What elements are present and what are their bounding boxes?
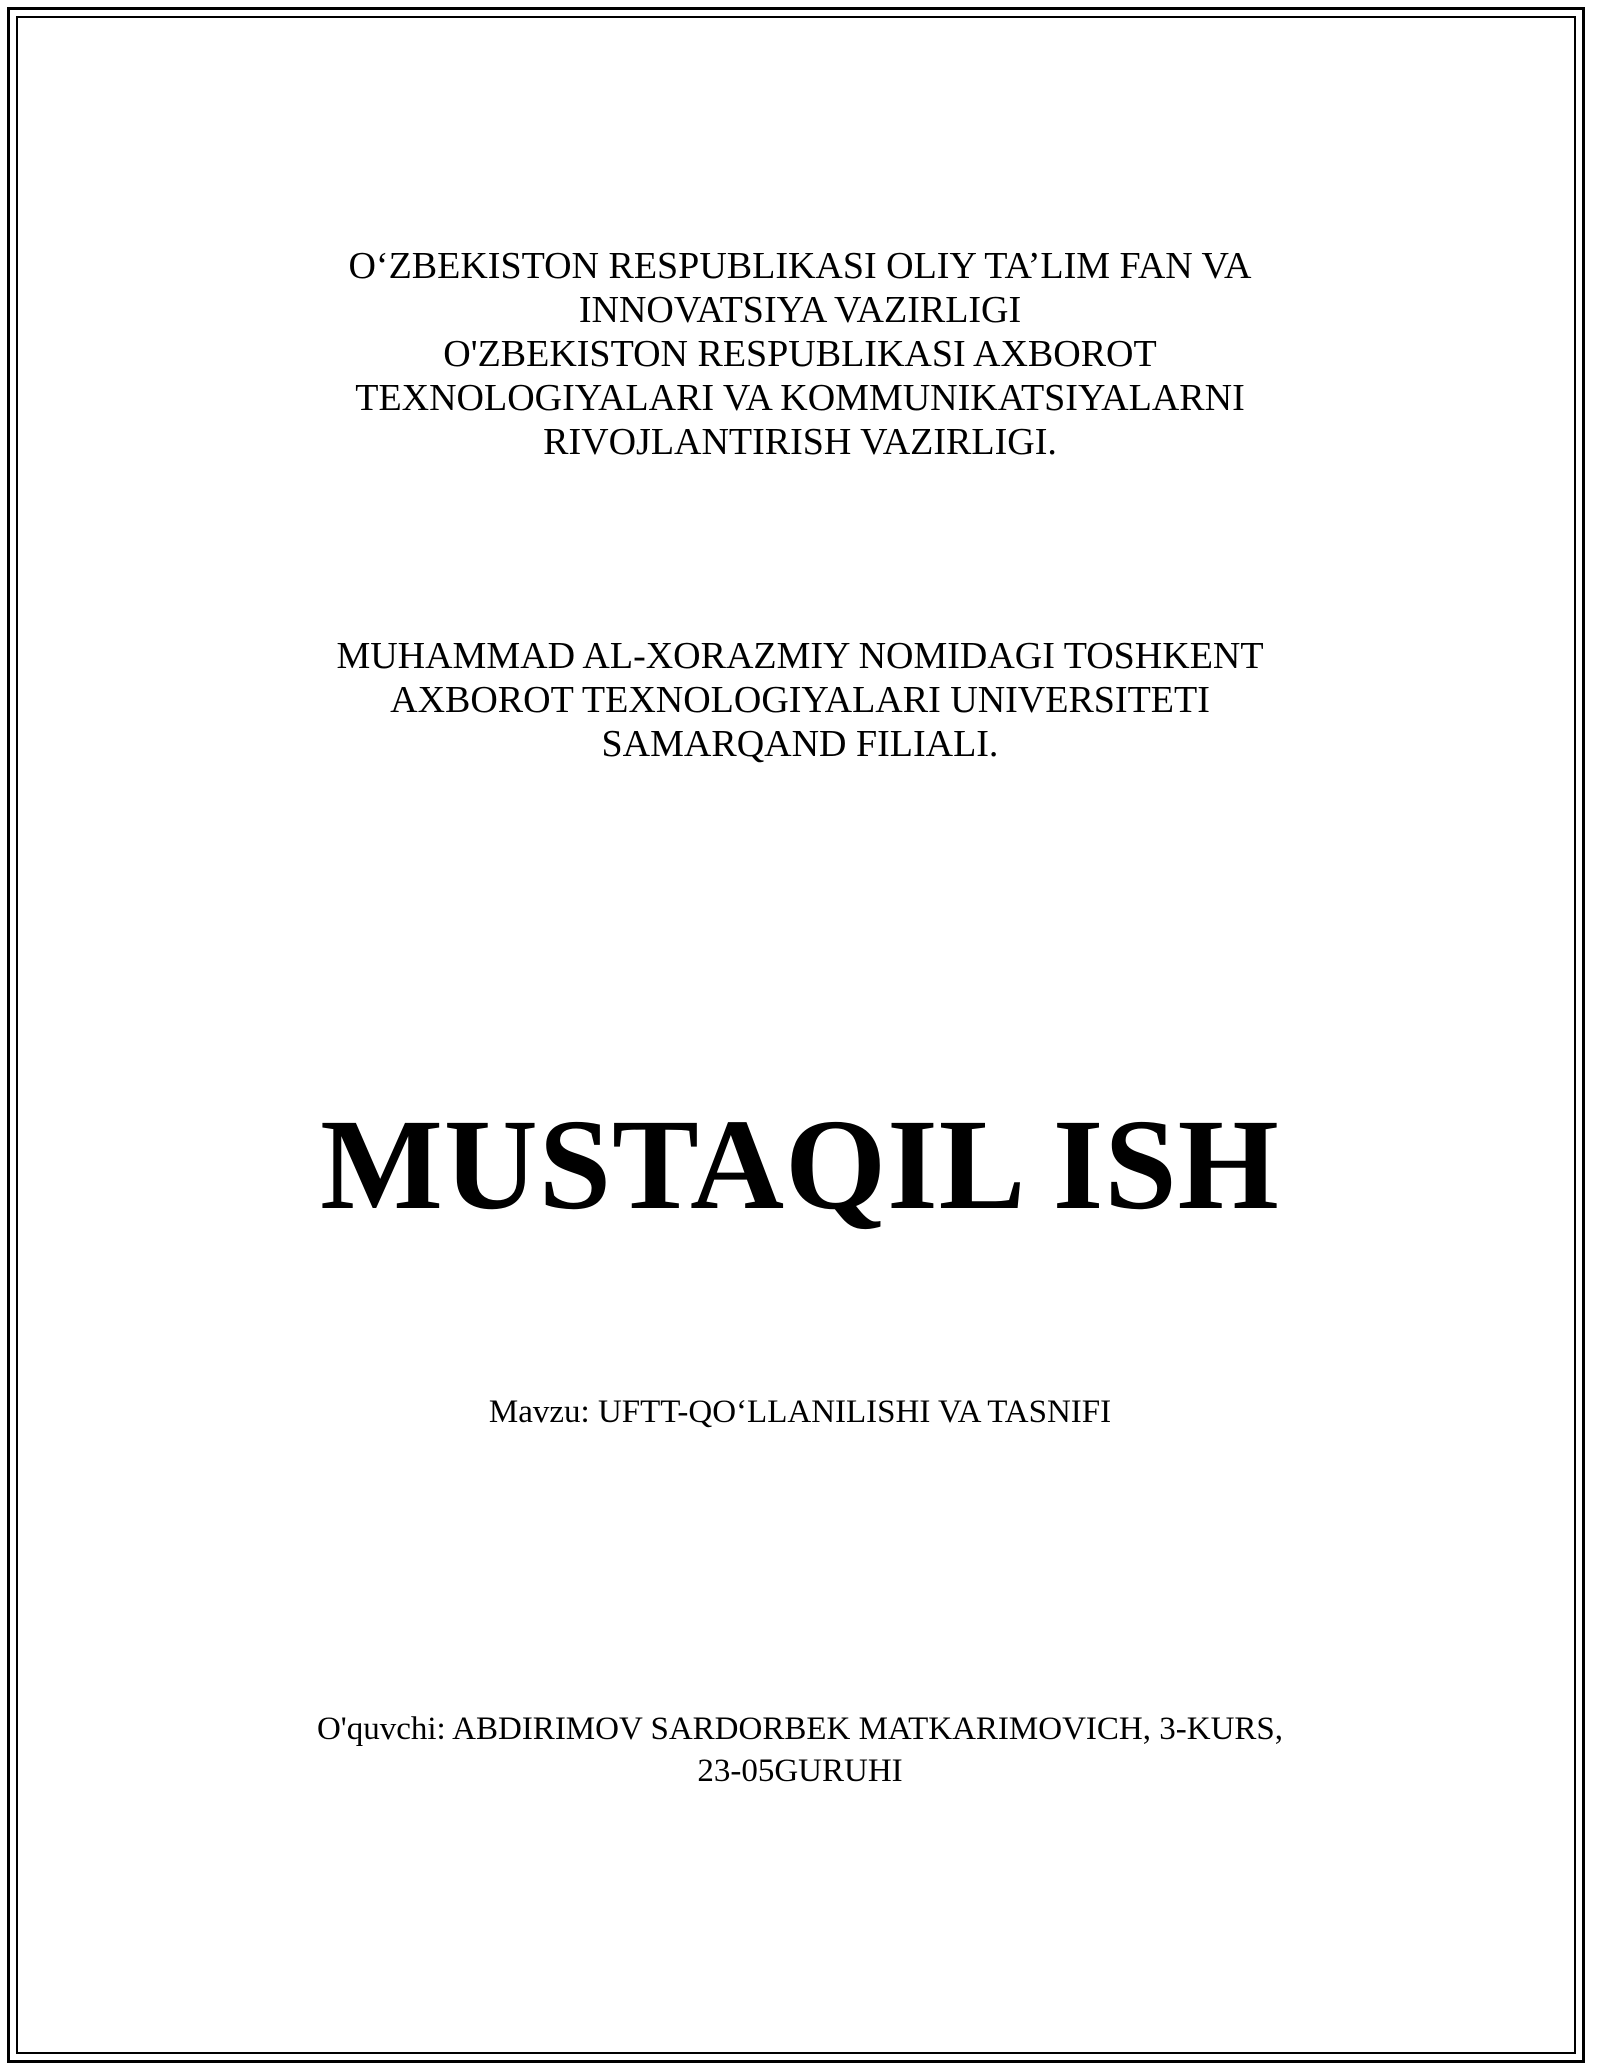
ministry-line: O'ZBEKISTON RESPUBLIKASI AXBOROT	[443, 333, 1157, 375]
document-title: MUSTAQIL ISH	[320, 1093, 1280, 1237]
student-line: O'quvchi: ABDIRIMOV SARDORBEK MATKARIMOVICH, 3-KURS,	[316, 1711, 1284, 1747]
ministry-line: O‘ZBEKISTON RESPUBLIKASI OLIY TA’LIM FAN VA	[348, 245, 1252, 287]
student-line: 23-05GURUHI	[697, 1753, 903, 1789]
university-heading	[0, 634, 1600, 766]
ministry-line: RIVOJLANTIRISH VAZIRLIGI.	[543, 421, 1057, 463]
university-line: SAMARQAND FILIALI.	[601, 723, 999, 765]
ministry-line: INNOVATSIYA VAZIRLIGI	[578, 289, 1022, 331]
university-line: AXBOROT TEXNOLOGIYALARI UNIVERSITETI	[390, 679, 1210, 721]
ministry-line: TEXNOLOGIYALARI VA KOMMUNIKATSIYALARNI	[355, 377, 1245, 419]
university-line: MUHAMMAD AL-XORAZMIY NOMIDAGI TOSHKENT	[336, 635, 1264, 677]
student-info	[0, 1708, 1600, 1792]
topic-line: Mavzu: UFTT-QO‘LLANILISHI VA TASNIFI	[488, 1394, 1112, 1430]
ministry-heading	[0, 244, 1600, 464]
